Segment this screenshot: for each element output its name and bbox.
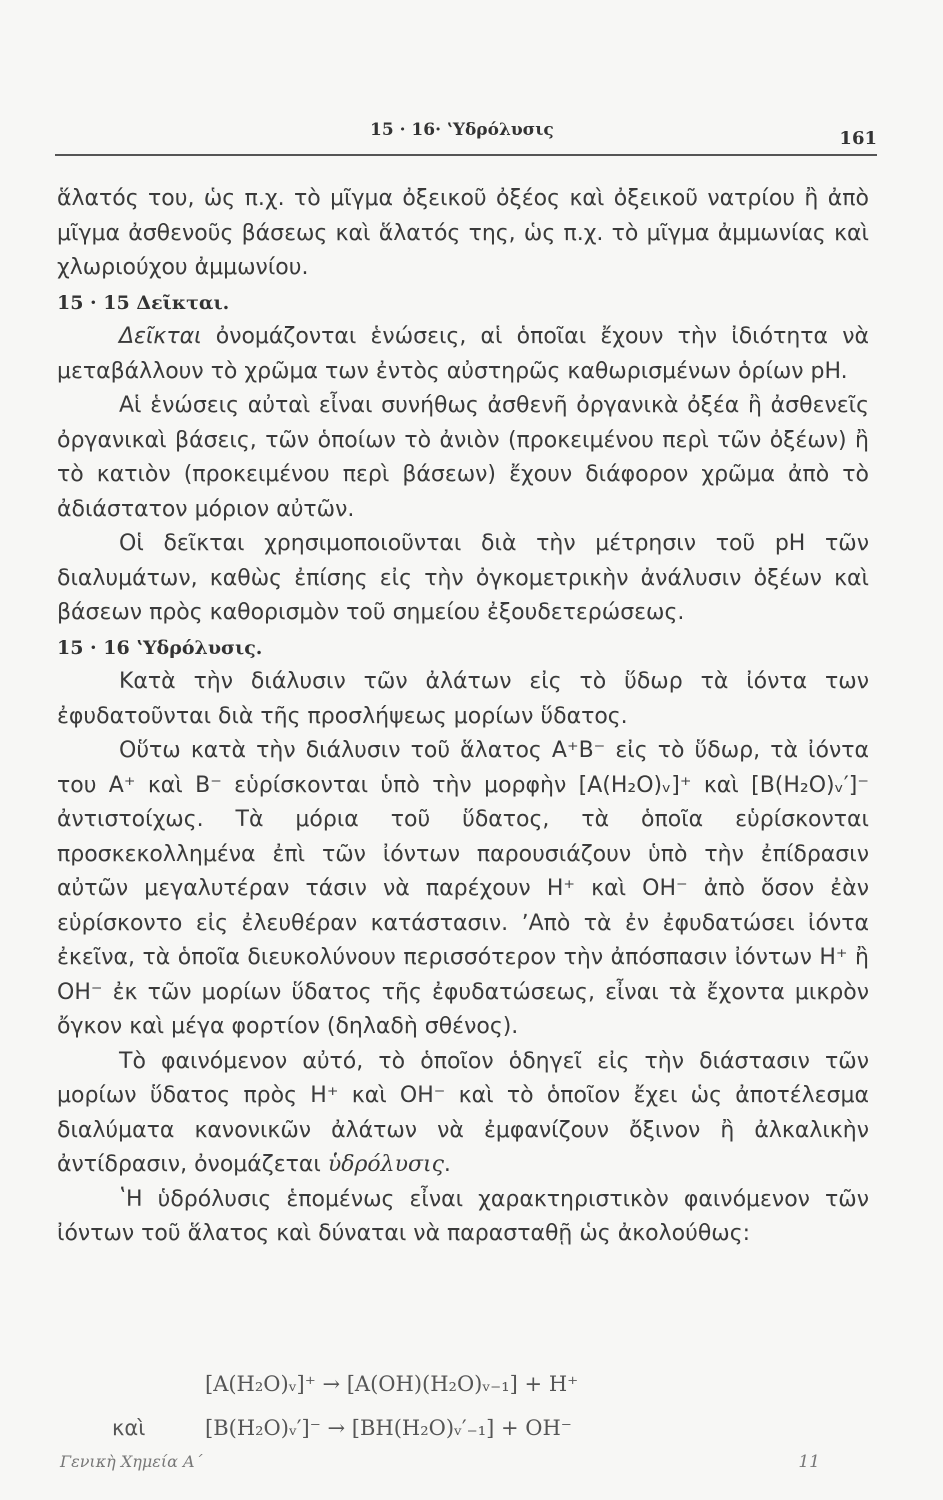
- paragraph: [57, 320, 869, 389]
- paragraph-text: ὀνομάζονται ἑνώσεις, αἱ ὁποῖαι ἔχουν τὴν ἰδιότητα νὰ μεταβάλλουν τὸ χρῶμα των ἐντὸς αὐστηρῶς καθωρισμένων ὁρίων pH.: [57, 324, 869, 384]
- paragraph: Κατὰ τὴν διάλυσιν τῶν ἀλάτων εἰς τὸ ὕδωρ τὰ ἰόντα των ἐφυδατοῦνται διὰ τῆς προσλήψεως μορίων ὕδατος.: [57, 669, 869, 729]
- paragraph: Οὕτω κατὰ τὴν διάλυσιν τοῦ ἅλατος A⁺B⁻ εἰς τὸ ὕδωρ, τὰ ἰόντα του A⁺ καὶ B⁻ εὑρίσκονται ὑπὸ τὴν μορφὴν [A(H₂O)ᵥ]⁺ καὶ [B(H₂O)ᵥ′]⁻ ἀντιστοίχως. Τὰ μόρια τοῦ ὕδατος, τὰ ὁποῖα εὑρίσκονται προσκεκολλημένα ἐπὶ τῶν ἰόντων παρουσιάζουν ὑπὸ τὴν ἐπίδρασιν αὐτῶν μεγαλυτέραν τάσιν νὰ παρέχουν H⁺ καὶ OH⁻ ἀπὸ ὅσον ἐὰν εὑρίσκοντο εἰς ἐλευθέραν κατάστασιν. ʼΑπὸ τὰ ἐν ἐφυδατώσει ἰόντα ἐκεῖνα, τὰ ὁποῖα διευκολύνουν περισσότερον τὴν ἀπόσπασιν ἰόντων H⁺ ἢ OH⁻ ἐκ τῶν μορίων ὕδατος τῆς ἐφυδατώσεως, εἶναι τὰ ἔχοντα μικρὸν ὄγκον καὶ μέγα φορτίον (δηλαδὴ σθένος).: [57, 738, 869, 1039]
- equation: [A(H₂O)ᵥ]⁺ → [A(OH)(H₂O)ᵥ₋₁] + H⁺: [205, 1372, 579, 1396]
- defined-term: Δεῖκται: [119, 324, 202, 349]
- section-heading: 15 · 16 ʽΥδρόλυσις.: [57, 636, 263, 659]
- section-heading: 15 · 15 Δεῖκται.: [57, 291, 230, 314]
- book-title: Γενικὴ Χημεία Α΄: [60, 1452, 203, 1471]
- running-title: 15 · 16· ʽΥδρόλυσις: [370, 120, 554, 140]
- body-text: [57, 182, 869, 1252]
- page-number: 161: [839, 128, 877, 149]
- sheet-number: 11: [798, 1452, 820, 1472]
- equation-label: καὶ: [112, 1416, 146, 1440]
- paragraph: Οἱ δεῖκται χρησιμοποιοῦνται διὰ τὴν μέτρησιν τοῦ pH τῶν διαλυμάτων, καθὼς ἐπίσης εἰς τὴν ὀγκομετρικὴν ἀνάλυσιν ὀξέων καὶ βάσεων πρὸς καθορισμὸν τοῦ σημείου ἐξουδετερώσεως.: [57, 531, 869, 625]
- paragraph: [57, 1045, 869, 1183]
- defined-term: ὑδρόλυσις: [327, 1152, 444, 1177]
- equation-block: [57, 1362, 869, 1450]
- paragraph: Αἱ ἑνώσεις αὐταὶ εἶναι συνήθως ἀσθενῆ ὀργανικὰ ὀξέα ἢ ἀσθενεῖς ὀργανικαὶ βάσεις, τῶν ὁποίων τὸ ἀνιὸν (προκειμένου περὶ τῶν ὀξέων) ἢ τὸ κατιὸν (προκειμένου περὶ βάσεων) ἔχουν διάφορον χρῶμα ἀπὸ τὸ ἀδιάστατον μόριον αὐτῶν.: [57, 393, 869, 522]
- paragraph: ʽΗ ὑδρόλυσις ἑπομένως εἶναι χαρακτηριστικὸν φαινόμενον τῶν ἰόντων τοῦ ἅλατος καὶ δύναται νὰ παρασταθῇ ὡς ἀκολούθως:: [57, 1186, 869, 1246]
- equation-row: [57, 1406, 869, 1450]
- paragraph-text: Τὸ φαινόμενον αὐτό, τὸ ὁποῖον ὁδηγεῖ εἰς τὴν διάστασιν τῶν μορίων ὕδατος πρὸς H⁺ καὶ OH⁻ καὶ τὸ ὁποῖον ἔχει ὡς ἀποτέλεσμα διαλύματα κανονικῶν ἀλάτων νὰ ἐμφανίζουν ὄξινον ἢ ἀλκαλικὴν ἀντίδρασιν, ὀνομάζεται: [57, 1048, 869, 1177]
- equation-row: [57, 1362, 869, 1406]
- page-header: [55, 118, 877, 156]
- equation: [B(H₂O)ᵥ′]⁻ → [BH(H₂O)ᵥ′₋₁] + OH⁻: [205, 1416, 572, 1440]
- paragraph-text: .: [443, 1152, 451, 1177]
- paragraph: ἅλατός του, ὡς π.χ. τὸ μῖγμα ὀξεικοῦ ὀξέος καὶ ὀξεικοῦ νατρίου ἢ ἀπὸ μῖγμα ἀσθενοῦς βάσεως καὶ ἅλατός της, ὡς π.χ. τὸ μῖγμα ἀμμωνίας καὶ χλωριούχου ἀμμωνίου.: [57, 186, 869, 280]
- page-footer: [60, 1452, 820, 1482]
